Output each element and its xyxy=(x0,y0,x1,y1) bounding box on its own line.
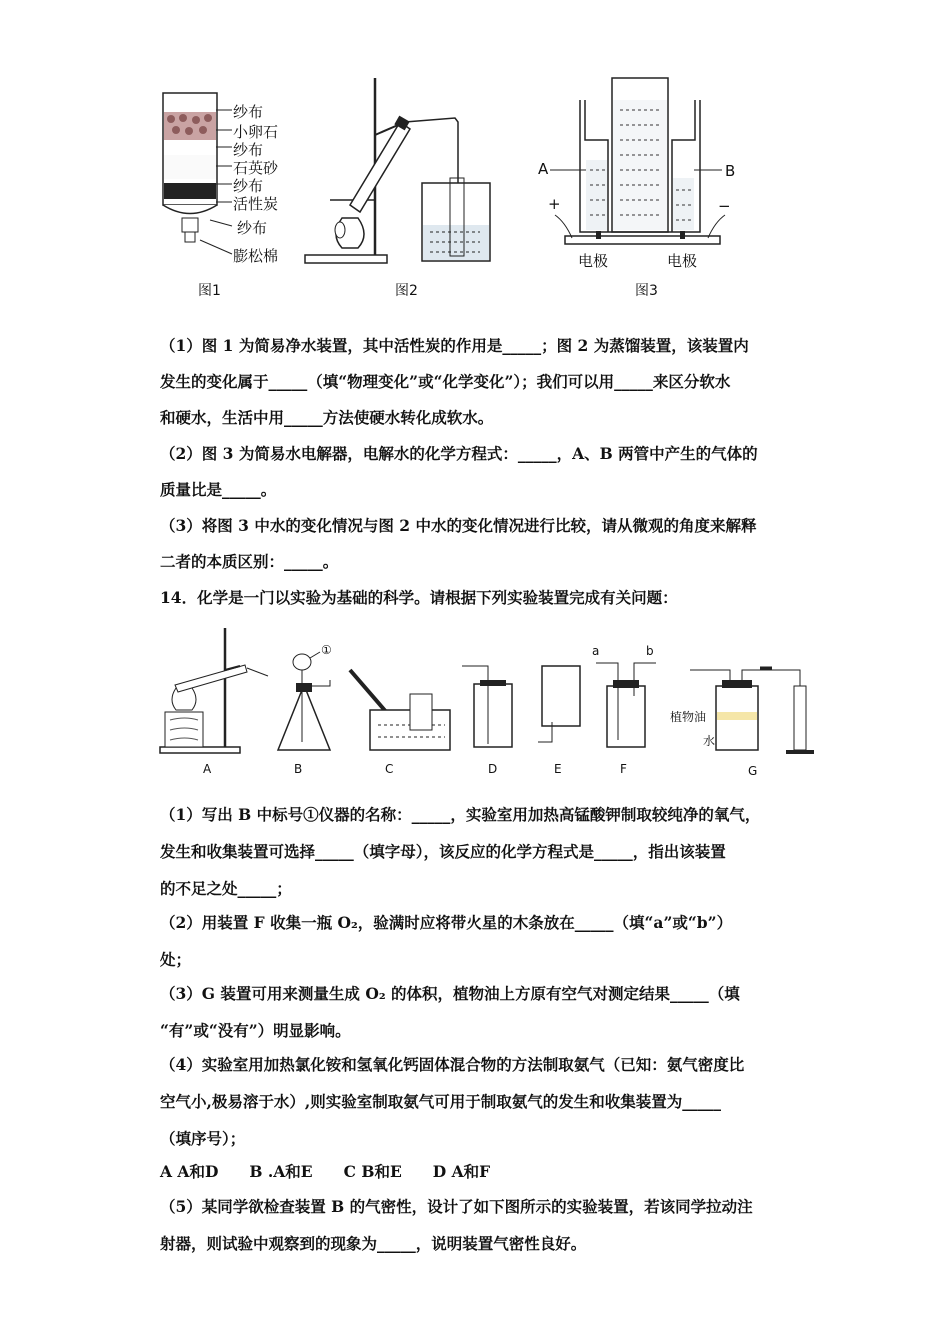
apparatus-label-b: B xyxy=(294,762,303,776)
apparatus-label-g: G xyxy=(748,764,758,778)
apparatus-label-e: E xyxy=(554,762,562,776)
q14-p5-line2: 射器，则试验中观察到的现象为_____，说明装置气密性良好。 xyxy=(160,1234,587,1253)
fig3-label-b: B xyxy=(725,162,736,180)
apparatus-label-f: F xyxy=(620,762,627,776)
q14-p4-line3: （填序号）； xyxy=(160,1129,246,1148)
fig3-label-a: A xyxy=(538,160,549,178)
apparatus-f-label-b: b xyxy=(646,644,654,658)
q14-p4-options: A A和D B .A和E C B和E D A和F xyxy=(160,1162,491,1181)
q14-p1-line2: 发生和收集装置可选择_____（填字母），该反应的化学方程式是_____，指出该装置 xyxy=(160,842,726,861)
q13-p2-line2: 质量比是_____。 xyxy=(160,480,277,499)
fig1-label-pebbles: 小卵石 xyxy=(233,123,279,141)
apparatus-b-marker: ① xyxy=(321,643,332,657)
q14-p3-line2: “有”或“没有”）明显影响。 xyxy=(160,1021,351,1040)
fig2-caption: 图2 xyxy=(395,283,418,299)
fig1-label-quartz-sand: 石英砂 xyxy=(233,159,279,177)
fig3-minus-sign: − xyxy=(718,197,731,215)
apparatus-f-label-a: a xyxy=(592,644,600,658)
fig1-label-gauze-2: 纱布 xyxy=(233,141,264,159)
q14-p1-line1: （1）写出 B 中标号①仪器的名称：_____，实验室用加热高锰酸钾制取较纯净的氧气， xyxy=(160,805,761,824)
q13-p1-line3: 和硬水，生活中用_____方法使硬水转化成软水。 xyxy=(160,408,494,427)
q14-p1-line3: 的不足之处_____； xyxy=(160,879,292,898)
fig1-label-activated-carbon: 活性炭 xyxy=(233,195,279,213)
fig3-electrode-left: 电极 xyxy=(578,252,609,270)
q14-p5-line1: （5）某同学欲检查装置 B 的气密性，设计了如下图所示的实验装置，若该同学拉动注 xyxy=(160,1197,753,1216)
apparatus-label-d: D xyxy=(488,762,498,776)
apparatus-g-water-label: 水 xyxy=(703,734,716,748)
apparatus-label-a: A xyxy=(203,762,212,776)
q13-p2-line1: （2）图 3 为简易水电解器，电解水的化学方程式：_____，A、B 两管中产生的气体的 xyxy=(160,444,758,463)
q14-p4-line1: （4）实验室用加热氯化铵和氢氧化钙固体混合物的方法制取氨气（已知：氨气密度比 xyxy=(160,1055,745,1074)
fig1-label-gauze-1: 纱布 xyxy=(233,103,264,121)
fig3-electrode-right: 电极 xyxy=(667,252,698,270)
apparatus-g-oil-label: 植物油 xyxy=(670,710,707,724)
q14-p2-line1: （2）用装置 F 收集一瓶 O₂，验满时应将带火星的木条放在_____（填“a”或“b”） xyxy=(160,913,733,932)
q14-intro: 14．化学是一门以实验为基础的科学。请根据下列实验装置完成有关问题： xyxy=(160,588,678,607)
fig1-label-gauze-4: 纱布 xyxy=(237,219,268,237)
fig3-caption: 图3 xyxy=(635,283,658,299)
q14-p3-line1: （3）G 装置可用来测量生成 O₂ 的体积，植物油上方原有空气对测定结果_____（填 xyxy=(160,984,740,1003)
q14-p2-line2: 处； xyxy=(160,950,192,969)
fig1-label-cotton: 膨松棉 xyxy=(233,247,279,265)
q13-p1-line1: （1）图 1 为简易净水装置，其中活性炭的作用是_____；图 2 为蒸馏装置，该装置内 xyxy=(160,336,749,355)
q13-p3-line2: 二者的本质区别：_____。 xyxy=(160,552,339,571)
q14-p4-line2: 空气小,极易溶于水）,则实验室制取氨气可用于制取氨气的发生和收集装置为_____ xyxy=(160,1092,722,1111)
fig1-caption: 图1 xyxy=(198,283,221,299)
fig1-label-gauze-3: 纱布 xyxy=(233,177,264,195)
q13-p1-line2: 发生的变化属于_____（填“物理变化”或“化学变化”）；我们可以用_____来区分软水 xyxy=(160,372,731,391)
q13-p3-line1: （3）将图 3 中水的变化情况与图 2 中水的变化情况进行比较，请从微观的角度来解释 xyxy=(160,516,757,535)
apparatus-label-c: C xyxy=(385,762,394,776)
fig3-plus-sign: + xyxy=(548,195,561,213)
